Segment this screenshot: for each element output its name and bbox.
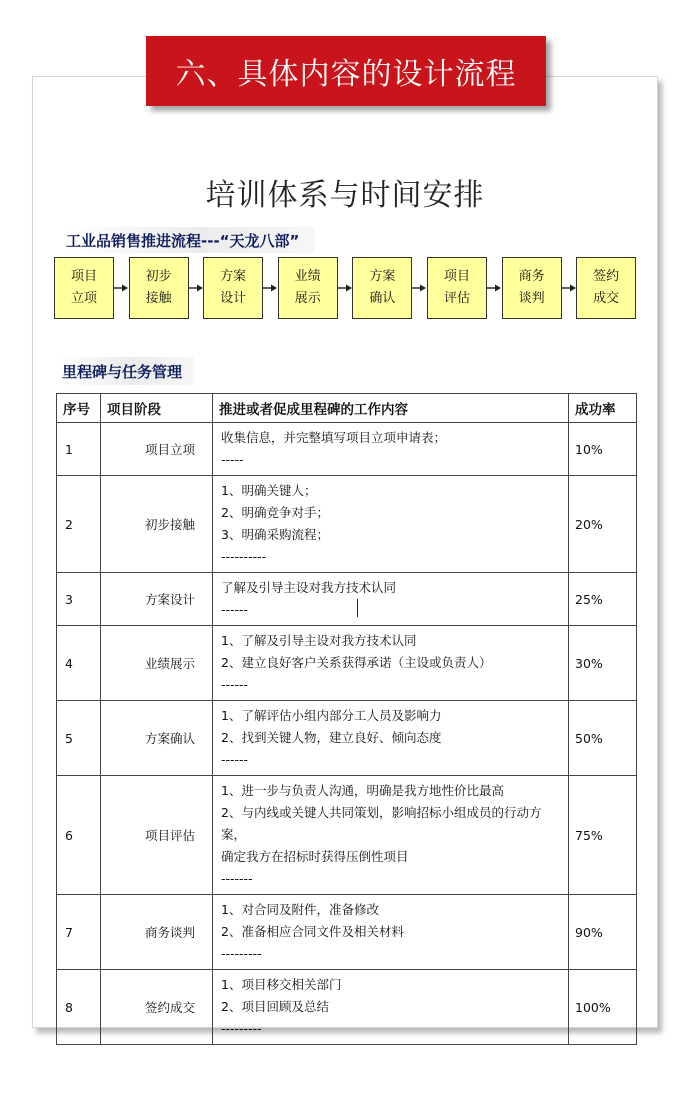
row-content (213, 476, 569, 573)
table-header-row (57, 394, 637, 423)
flow-step (576, 257, 636, 319)
content-line: ------ (221, 752, 249, 767)
flow-step-label: 商务 (518, 269, 545, 284)
table-row (57, 573, 637, 626)
row-stage: 商务谈判 (101, 895, 213, 970)
row-stage: 项目立项 (101, 423, 213, 476)
row-number: 8 (57, 970, 101, 1045)
flow-step-label: 方案 (369, 269, 396, 284)
content-line: --------- (221, 946, 262, 961)
flow-step-label: 设计 (220, 291, 247, 306)
row-stage: 业绩展示 (101, 626, 213, 701)
arrow-right-icon (337, 283, 353, 293)
content-line: ------- (221, 871, 253, 886)
table-row (57, 970, 637, 1045)
row-content (213, 573, 569, 626)
row-content (213, 423, 569, 476)
row-number: 7 (57, 895, 101, 970)
content-line: 2、准备相应合同文件及相关材料 (221, 924, 404, 939)
milestone-table (56, 393, 637, 1045)
row-number: 2 (57, 476, 101, 573)
flow-step-label: 成交 (593, 291, 620, 306)
row-number: 6 (57, 776, 101, 895)
header-no: 序号 (57, 394, 101, 423)
row-stage: 方案确认 (101, 701, 213, 776)
content-line: 2、建立良好客户关系获得承诺（主设或负责人） (221, 655, 492, 670)
content-line: ------ (221, 602, 249, 617)
flow-step (129, 257, 189, 319)
row-number: 3 (57, 573, 101, 626)
row-success-rate: 25% (569, 573, 637, 626)
row-success-rate: 10% (569, 423, 637, 476)
flow-step (278, 257, 338, 319)
arrow-right-icon (188, 283, 204, 293)
milestone-heading: 里程碑与任务管理 (58, 357, 194, 385)
flow-step (54, 257, 114, 319)
row-success-rate: 30% (569, 626, 637, 701)
row-number: 1 (57, 423, 101, 476)
flow-step-label: 谈判 (518, 291, 545, 306)
flow-step (203, 257, 263, 319)
row-content (213, 776, 569, 895)
content-line: 1、对合同及附件，准备修改 (221, 902, 379, 917)
content-line: 确定我方在招标时获得压倒性项目 (221, 849, 409, 864)
content-line: ------ (221, 677, 249, 692)
flow-heading: 工业品销售推进流程---“天龙八部” (62, 227, 315, 253)
arrow-right-icon (486, 283, 502, 293)
flow-step-label: 立项 (70, 291, 97, 306)
content-line: 收集信息，并完整填写项目立项申请表； (221, 430, 447, 445)
flow-step-label: 方案 (220, 269, 247, 284)
table-row (57, 776, 637, 895)
content-line: --------- (221, 1021, 262, 1036)
row-stage: 方案设计 (101, 573, 213, 626)
row-content (213, 701, 569, 776)
row-content (213, 626, 569, 701)
content-line: 3、明确采购流程； (221, 527, 329, 542)
row-number: 4 (57, 626, 101, 701)
flow-step (502, 257, 562, 319)
table-row (57, 626, 637, 701)
content-line: 1、了解及引导主设对我方技术认同 (221, 633, 417, 648)
content-line: 1、项目移交相关部门 (221, 977, 342, 992)
flow-step-label: 确认 (369, 291, 396, 306)
row-success-rate: 90% (569, 895, 637, 970)
row-number: 5 (57, 701, 101, 776)
content-line: 1、了解评估小组内部分工人员及影响力 (221, 708, 442, 723)
row-stage: 签约成交 (101, 970, 213, 1045)
flow-step-label: 初步 (145, 269, 172, 284)
flow-step-label: 签约 (593, 269, 620, 284)
flow-step-label: 接触 (145, 291, 172, 306)
arrow-right-icon (561, 283, 577, 293)
content-line: 了解及引导主设对我方技术认同 (221, 580, 397, 595)
page-title: 培训体系与时间安排 (205, 178, 485, 213)
content-line: 2、找到关键人物，建立良好、倾向态度 (221, 730, 442, 745)
row-content (213, 895, 569, 970)
row-stage: 项目评估 (101, 776, 213, 895)
flow-step-label: 展示 (294, 291, 321, 306)
content-line: ---------- (221, 549, 267, 564)
flow-step-label: 业绩 (294, 269, 321, 284)
table-row (57, 701, 637, 776)
flow-step (352, 257, 412, 319)
row-success-rate: 20% (569, 476, 637, 573)
content-line: 1、进一步与负责人沟通，明确是我方地性价比最高 (221, 783, 504, 798)
section-banner: 六、具体内容的设计流程 (146, 36, 546, 106)
content-line: 1、明确关键人； (221, 483, 317, 498)
flow-step-label: 项目 (443, 269, 470, 284)
row-stage: 初步接触 (101, 476, 213, 573)
content-line: 2、项目回顾及总结 (221, 999, 329, 1014)
text-cursor (357, 599, 358, 617)
sales-flow-diagram (54, 257, 636, 319)
arrow-right-icon (411, 283, 427, 293)
header-content: 推进或者促成里程碑的工作内容 (213, 394, 569, 423)
table-row (57, 895, 637, 970)
flow-step-label: 评估 (443, 291, 470, 306)
row-success-rate: 50% (569, 701, 637, 776)
flow-step (427, 257, 487, 319)
arrow-right-icon (113, 283, 129, 293)
header-rate: 成功率 (569, 394, 637, 423)
arrow-right-icon (262, 283, 278, 293)
table-row (57, 423, 637, 476)
content-line: 2、与内线或关键人共同策划，影响招标小组成员的行动方案， (221, 805, 542, 842)
row-content (213, 970, 569, 1045)
content-line: ----- (221, 452, 244, 467)
table-row (57, 476, 637, 573)
row-success-rate: 100% (569, 970, 637, 1045)
content-line: 2、明确竞争对手； (221, 505, 329, 520)
row-success-rate: 75% (569, 776, 637, 895)
header-stage: 项目阶段 (101, 394, 213, 423)
flow-step-label: 项目 (70, 269, 97, 284)
